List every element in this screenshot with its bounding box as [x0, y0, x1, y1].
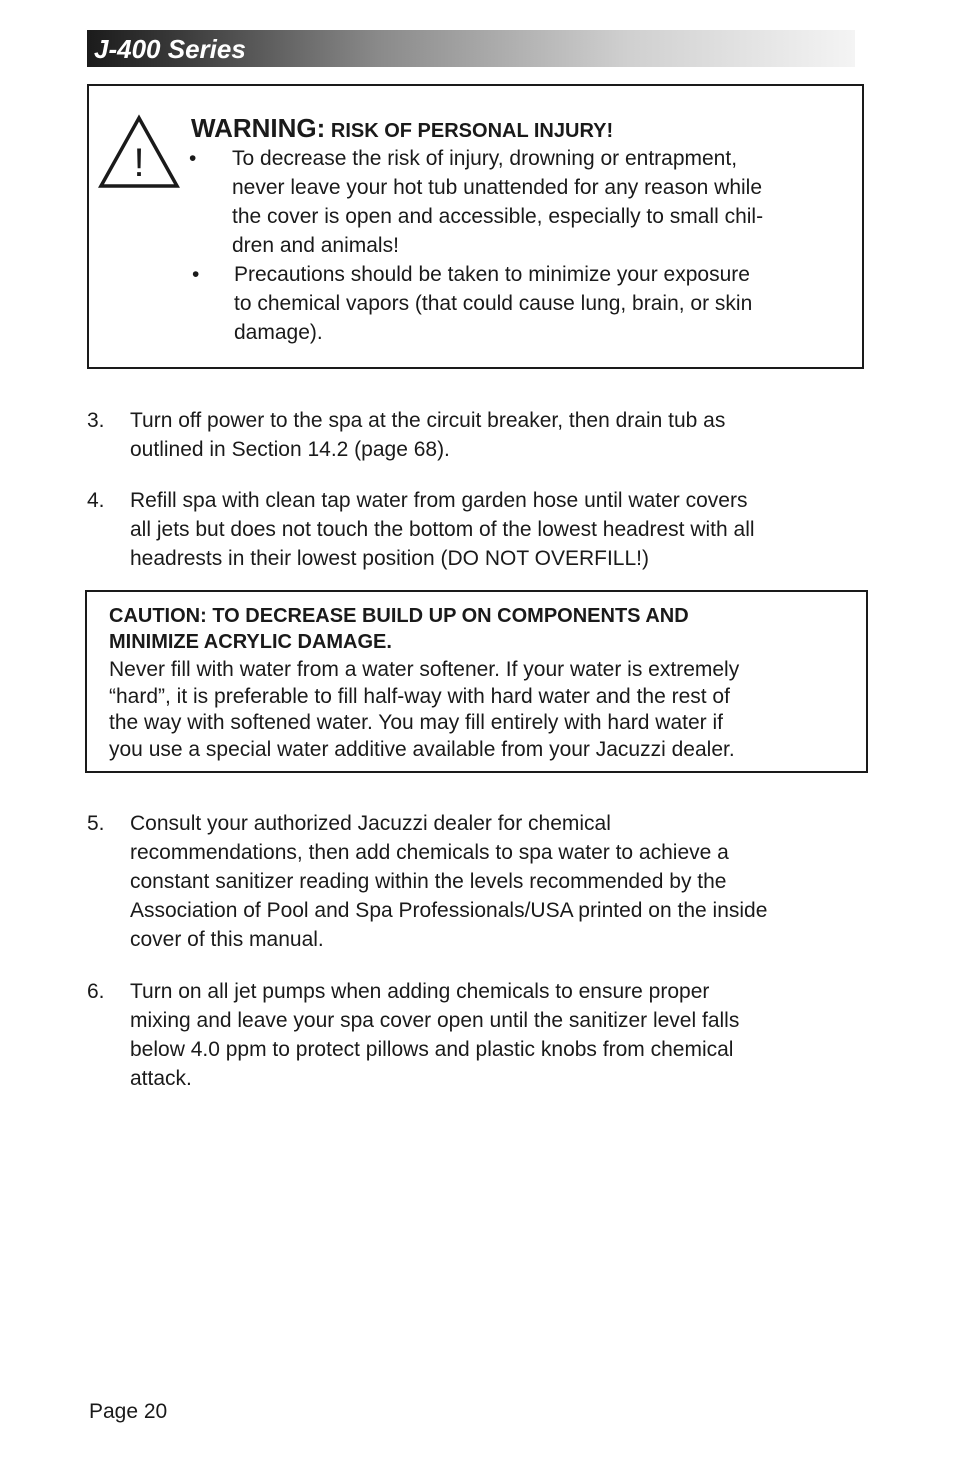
step-number: 6. — [87, 980, 105, 1003]
text-line: dren and animals! — [232, 234, 399, 257]
bullet-marker: • — [192, 263, 200, 286]
text-line: outlined in Section 14.2 (page 68). — [130, 438, 450, 461]
text-line: MINIMIZE ACRYLIC DAMAGE. — [109, 631, 392, 653]
warning-bullet-text — [232, 144, 763, 260]
text-line: to chemical vapors (that could cause lung, brain, or skin — [234, 292, 753, 315]
series-title: J-400 Series — [94, 34, 246, 64]
warning-label: WARNING: — [191, 113, 326, 143]
text-line: damage). — [234, 321, 323, 344]
text-line: Refill spa with clean tap water from garden hose until water covers — [130, 489, 748, 512]
text-line: the way with softened water. You may fill entirely with hard water if — [109, 711, 723, 734]
bullet-marker: • — [189, 147, 197, 170]
text-line: recommendations, then add chemicals to spa water to achieve a — [130, 841, 729, 864]
text-line: you use a special water additive available from your Jacuzzi dealer. — [109, 737, 735, 761]
text-line: the cover is open and accessible, especially to small chil- — [232, 205, 764, 228]
page-number: Page 20 — [89, 1400, 168, 1423]
text-line: “hard”, it is preferable to fill half-way with hard water and the rest of — [109, 684, 730, 708]
text-line: mixing and leave your spa cover open until the sanitizer level falls — [130, 1009, 740, 1032]
warning-subtitle: RISK OF PERSONAL INJURY! — [325, 120, 614, 142]
step-text — [130, 977, 739, 1093]
text-line: Turn on all jet pumps when adding chemicals to ensure proper — [130, 980, 710, 1003]
text-line: To decrease the risk of injury, drowning or entrapment, — [232, 147, 738, 170]
step-text — [130, 406, 725, 464]
step-number: 5. — [87, 812, 105, 835]
text-line: constant sanitizer reading within the levels recommended by the — [130, 870, 727, 893]
caution-heading — [109, 603, 689, 655]
step-text — [130, 486, 755, 573]
text-line: Precautions should be taken to minimize your exposure — [234, 263, 750, 286]
text-line: Never fill with water from a water softener. If your water is extremely — [109, 658, 740, 681]
text-line: Association of Pool and Spa Professionals/USA printed on the inside — [130, 899, 768, 922]
text-line: below 4.0 ppm to protect pillows and plastic knobs from chemical — [130, 1038, 734, 1061]
step-number: 3. — [87, 409, 105, 432]
svg-text:!: ! — [133, 141, 145, 185]
text-line: Consult your authorized Jacuzzi dealer for chemical — [130, 812, 611, 835]
step-number: 4. — [87, 489, 105, 512]
text-line: cover of this manual. — [130, 928, 324, 951]
text-line: headrests in their lowest position (DO NOT OVERFILL!) — [130, 547, 649, 570]
text-line: Turn off power to the spa at the circuit breaker, then drain tub as — [130, 409, 726, 432]
warning-triangle-icon — [97, 114, 181, 190]
text-line: attack. — [130, 1067, 192, 1090]
section-header-bar — [87, 30, 855, 67]
warning-bullet-text — [234, 260, 752, 347]
text-line: CAUTION: TO DECREASE BUILD UP ON COMPONENTS AND — [109, 605, 689, 627]
text-line: all jets but does not touch the bottom of the lowest headrest with all — [130, 518, 755, 541]
step-text — [130, 809, 767, 954]
caution-box — [85, 590, 868, 773]
warning-box — [87, 84, 864, 369]
caution-body — [109, 657, 739, 763]
text-line: never leave your hot tub unattended for any reason while — [232, 176, 763, 199]
